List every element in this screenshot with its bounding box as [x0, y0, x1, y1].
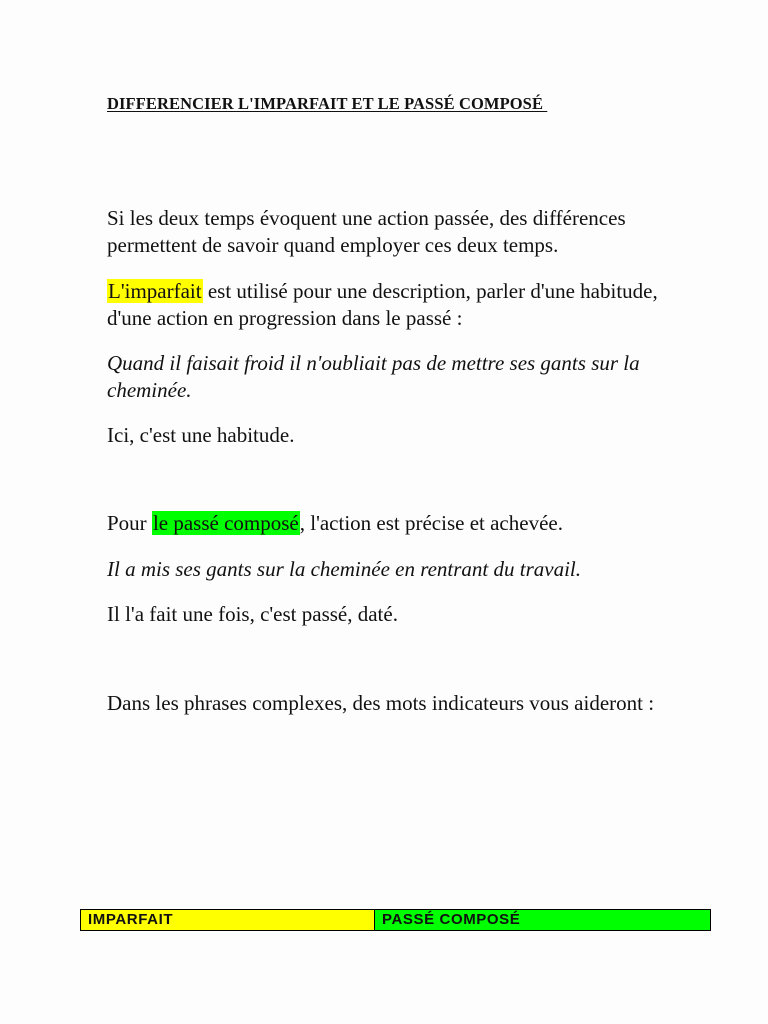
- passe-compose-highlight: le passé composé: [152, 511, 299, 535]
- passe-compose-example: Il a mis ses gants sur la cheminée en rentrant du travail.: [107, 557, 582, 581]
- imparfait-explanation: Ici, c'est une habitude.: [107, 423, 295, 447]
- passe-compose-prefix: Pour: [107, 511, 152, 535]
- passe-compose-explanation: Il l'a fait une fois, c'est passé, daté.: [107, 602, 398, 626]
- imparfait-highlight: L'imparfait: [108, 279, 202, 303]
- document-title: DIFFERENCIER L'IMPARFAIT ET LE PASSÉ COMPOSÉ: [107, 94, 548, 113]
- passe-compose-text: , l'action est précise et achevée.: [299, 511, 563, 535]
- table-header-passe-compose: PASSÉ COMPOSÉ: [375, 910, 710, 930]
- tense-indicator-table: [80, 909, 711, 931]
- passe-compose-paragraph: [107, 510, 687, 537]
- imparfait-text: est utilisé pour une description, parler d'une habitude, d'une action en progression dans le passé :: [107, 279, 658, 330]
- table-header-imparfait: IMPARFAIT: [81, 910, 375, 930]
- imparfait-paragraph: [107, 278, 687, 332]
- intro-paragraph: Si les deux temps évoquent une action passée, des différences permettent de savoir quand employer ces deux temps.: [107, 206, 626, 257]
- complex-sentences-paragraph: Dans les phrases complexes, des mots indicateurs vous aideront :: [107, 691, 655, 715]
- imparfait-example: Quand il faisait froid il n'oubliait pas de mettre ses gants sur la cheminée.: [107, 351, 640, 402]
